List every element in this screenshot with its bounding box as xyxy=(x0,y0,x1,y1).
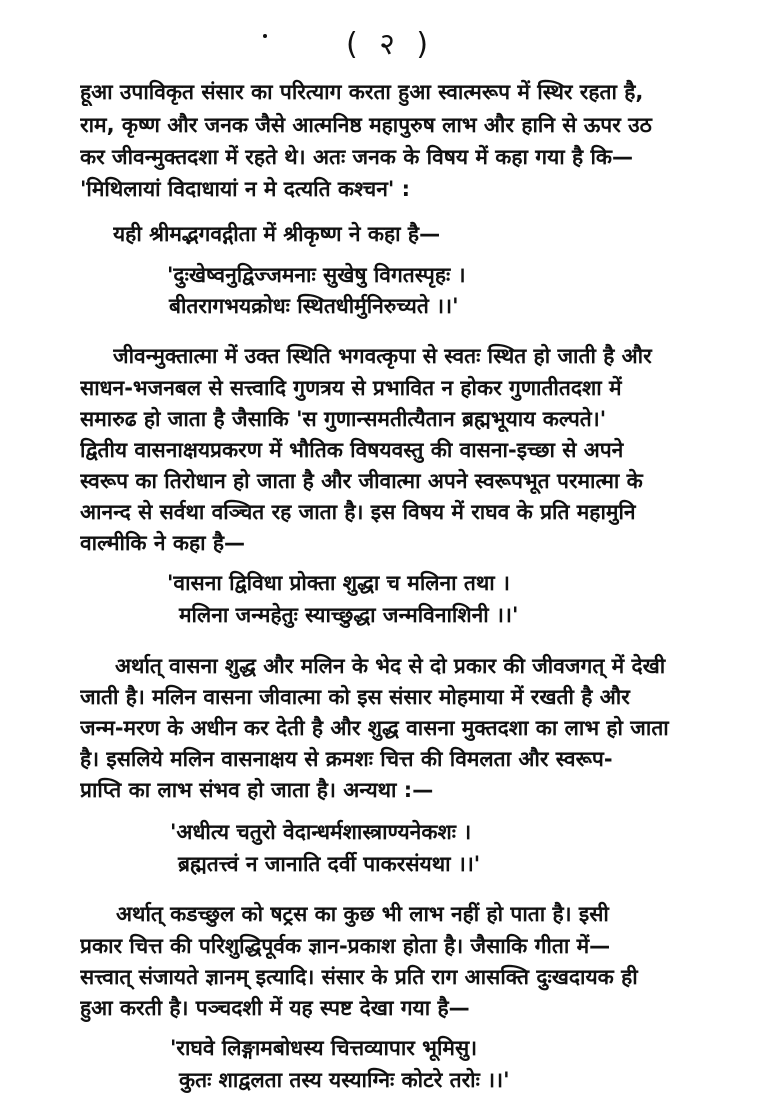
para1-line-4: 'मिथिलायां विदाधायां न मे दत्यति कश्चन' : xyxy=(80,177,411,201)
para2-line-7: वाल्मीकि ने कहा है— xyxy=(80,531,246,555)
verse4-line-2: कुतः शाद्वलता तस्य यस्याग्निः कोटरे तरोः ।।' xyxy=(179,1068,510,1092)
verse2-line-2: मलिना जन्महेतुः स्याच्छुद्धा जन्मविनाशिनी ।।' xyxy=(179,603,519,627)
verse3-line-1: 'अधीत्य चतुरो वेदान्धर्मशास्त्राण्यनेकशः । xyxy=(170,820,472,844)
para2-line-2: साधन-भजनबल से सत्त्वादि गुणत्रय से प्रभावित न होकर गुणातीतदशा में xyxy=(80,376,622,400)
para2-line-3: समारुढ हो जाता है जैसाकि 'स गुणान्समतीत्यैतान ब्रह्मभूयाय कल्पते।' xyxy=(80,407,607,431)
para3-line-4: है। इसलिये मलिन वासनाक्षय से क्रमशः चित्त की विमलता और स्वरूप- xyxy=(80,747,613,771)
para3-line-5: प्राप्ति का लाभ संभव हो जाता है। अन्यथा :— xyxy=(80,778,434,802)
para2-line-5: स्वरूप का तिरोधान हो जाता है और जीवात्मा अपने स्वरूपभूत परमात्मा के xyxy=(80,469,643,493)
para4-line-2: प्रकार चित्त की परिशुद्धिपूर्वक ज्ञान-प्रकाश होता है। जैसाकि गीता में— xyxy=(80,934,611,958)
para1-line-2: राम, कृष्ण और जनक जैसे आत्मनिष्ठ महापुरुष लाभ और हानि से ऊपर उठ xyxy=(80,113,652,137)
para3-line-2: जाती है। मलिन वासना जीवात्मा को इस संसार मोहमाया में रखती है और xyxy=(80,685,630,709)
print-speck xyxy=(263,34,267,38)
para2-line-1: जीवन्मुक्तात्मा में उक्त स्थिति भगवत्कृपा से स्वतः स्थित हो जाती है और xyxy=(113,344,652,368)
verse1-line-1: 'दुःखेष्वनुद्विज्जमनाः सुखेषु विगतस्पृहः । xyxy=(167,263,466,287)
para4-line-1: अर्थात् कडच्छुल को षट्रस का कुछ भी लाभ नहीं हो पाता है। इसी xyxy=(116,902,609,926)
para3-line-3: जन्म-मरण के अधीन कर देती है और शुद्ध वासना मुक्तदशा का लाभ हो जाता xyxy=(80,716,669,740)
verse1-line-2: बीतरागभयक्रोधः स्थितधीर्मुनिरुच्यते ।।' xyxy=(169,294,459,318)
verse2-line-1: 'वासना द्विविधा प्रोक्ता शुद्धा च मलिना तथा । xyxy=(167,571,510,595)
verse3-line-2: ब्रह्मतत्त्वं न जानाति दर्वी पाकरसंयथा ।।' xyxy=(178,852,481,876)
para2-line-4: द्वितीय वासनाक्षयप्रकरण में भौतिक विषयवस्तु की वासना-इच्छा से अपने xyxy=(80,438,624,462)
verse4-line-1: 'राघवे लिङ्गामबोधस्य चित्तव्यापार भूमिसु। xyxy=(170,1036,478,1060)
gita-intro: यही श्रीमद्भगवद्गीता में श्रीकृष्ण ने कहा है— xyxy=(113,222,441,246)
para1-line-1: हूआ उपाविकृत संसार का परित्याग करता हुआ स्वात्मरूप में स्थिर रहता है, xyxy=(80,80,644,104)
page-number: ( २ ) xyxy=(345,27,435,62)
para1-line-3: कर जीवन्मुक्तदशा में रहते थे। अतः जनक के विषय में कहा गया है कि— xyxy=(80,145,634,169)
para4-line-4: हुआ करती है। पञ्चदशी में यह स्पष्ट देखा गया है— xyxy=(80,996,470,1020)
para4-line-3: सत्त्वात् संजायते ज्ञानम् इत्यादि। संसार के प्रति राग आसक्ति दुःखदायक ही xyxy=(80,965,638,989)
para2-line-6: आनन्द से सर्वथा वञ्चित रह जाता है। इस विषय में राघव के प्रति महामुनि xyxy=(80,500,636,524)
para3-line-1: अर्थात् वासना शुद्ध और मलिन के भेद से दो प्रकार की जीवजगत् में देखी xyxy=(115,654,666,678)
